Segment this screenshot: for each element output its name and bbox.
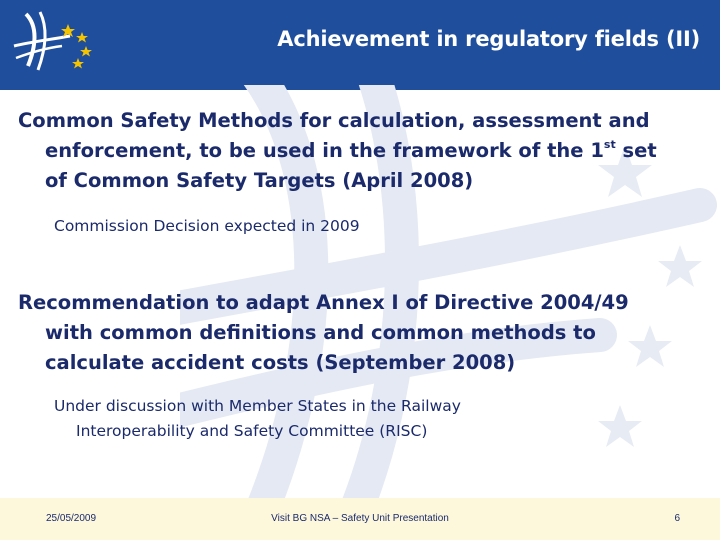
bullet-line: calculate accident costs (September 2008) (45, 351, 516, 374)
bullet-common-safety-methods (18, 106, 657, 196)
bullet-text: set (615, 139, 657, 162)
bullet-line: Common Safety Methods for calculation, assessment and (18, 109, 650, 132)
eu-stars-logo-icon (8, 6, 98, 84)
footer-date: 25/05/2009 (46, 513, 97, 524)
header-bar (0, 0, 720, 90)
bullet-text: enforcement, to be used in the framework of the 1 (45, 139, 604, 162)
bullet-recommendation (18, 288, 629, 378)
sub-item-risc-discussion (54, 394, 461, 444)
bullet-line (18, 136, 657, 166)
bullet-line: Recommendation to adapt Annex I of Directive 2004/49 (18, 291, 629, 314)
sub-line: Interoperability and Safety Committee (RISC) (76, 422, 428, 440)
sub-line: Commission Decision expected in 2009 (54, 217, 360, 235)
footer-presentation-title: Visit BG NSA – Safety Unit Presentation (271, 513, 449, 524)
footer-page-number: 6 (674, 513, 680, 524)
bullet-line: with common definitions and common methods to (45, 321, 596, 344)
superscript: st (603, 137, 616, 151)
bullet-line: of Common Safety Targets (April 2008) (45, 169, 474, 192)
slide-title: Achievement in regulatory fields (II) (277, 27, 700, 51)
sub-item-commission-decision (54, 214, 360, 239)
footer-bar (0, 498, 720, 540)
slide-content (0, 96, 720, 492)
sub-line: Under discussion with Member States in the Railway (54, 397, 461, 415)
